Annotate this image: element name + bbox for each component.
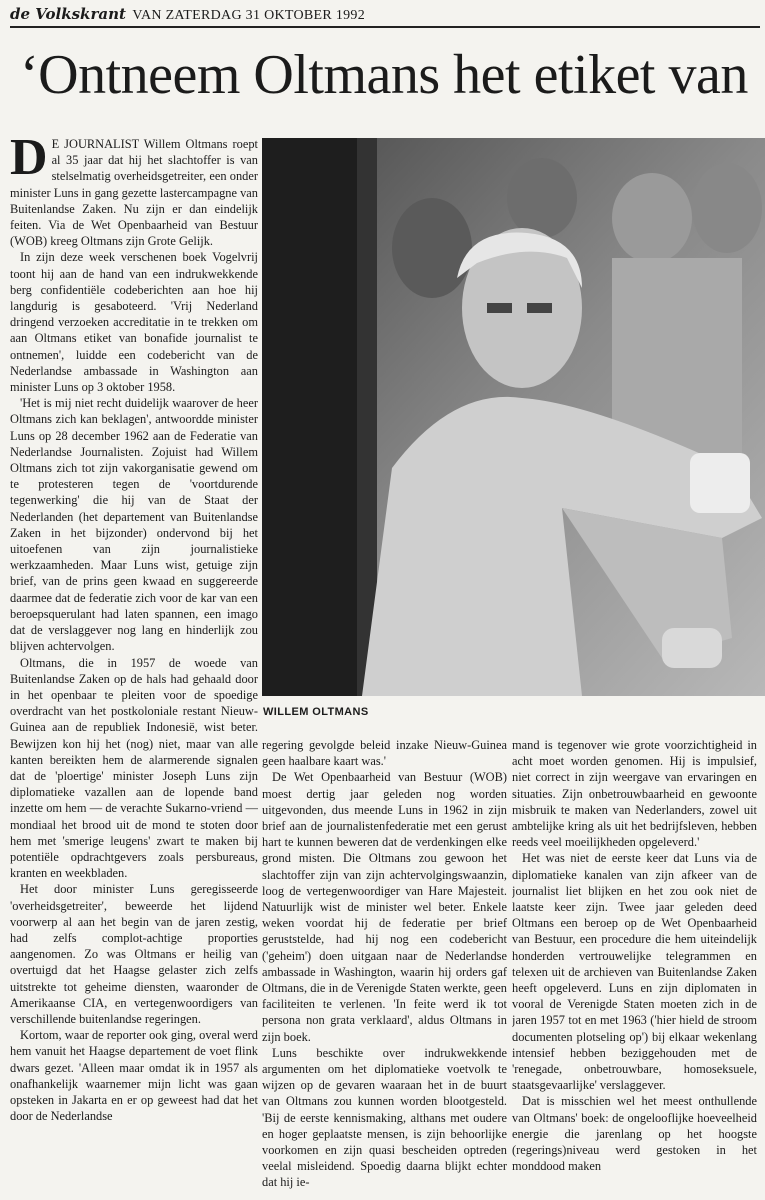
paragraph: 'Het is mij niet recht duidelijk waarover de heer Oltmans zich kan beklagen', antwoordde minister Luns op 28 december 1962 aan de Federatie van Nederlandse Journalisten. Zojuist had Willem Oltmans zich tot zijn vakorganisatie gewend om te protesteren tegen de 'voortdurende tegenwerking' die hij van de Staat der Nederlanden (het departement van Buitenlandse Zaken in het bijzonder) ondervond bij het uitoefenen van zijn journalistieke werkzaamheden. Maar Luns wist, getuige zijn brief, van de prins geen kwaad en suggereerde daarmee dat de federatie zich voor de kar van een beroepsquerulant had laten spannen, een imago dat de verslaggever nog lang en hinderlijk zou blijven achtervolgen.: [10, 396, 258, 654]
newspaper-name: de Volkskrant: [10, 5, 126, 23]
headline: ‘Ontneem Oltmans het etiket van: [20, 44, 748, 106]
photo-caption: WILLEM OLTMANS: [263, 706, 369, 718]
article-column-1: [10, 136, 258, 1200]
edition-date: VAN ZATERDAG 31 OKTOBER 1992: [132, 8, 366, 23]
article-photo: [262, 138, 765, 696]
paragraph: Luns beschikte over indrukwekkende argumenten om het diplomatieke voetvolk te wijzen op de gevaren waaraan het in de buurt van Oltmans zou kunnen worden blootgesteld. 'Bij de eerste kennismaking, althans met oudere en hoger geplaatste mensen, is zijn behoorlijke voorkomen en zijn quasi bescheiden optreden veelal misleidend. Spoedig daarna blijkt echter dat hij ie-: [262, 1045, 507, 1190]
drop-cap: D: [10, 136, 48, 186]
paragraph: Kortom, waar de reporter ook ging, overal werd hem vanuit het Haagse departement de voet flink dwars gezet. 'Alleen maar omdat ik in 1957 als onafhankelijk waarnemer mijn licht was gaan opsteken in Jakarta en er op geweest had dat het door de Nederlandse: [10, 1028, 258, 1124]
paragraph: Oltmans, die in 1957 de woede van Buitenlandse Zaken op de hals had gehaald door in het openbaar te pleiten voor de spoedige overdracht van het postkoloniale restant Nieuw-Guinea aan de republiek Indonesië, wist beter. Bewijzen kon hij het (nog) niet, maar van alle kanten bereikten hem de alarmerende signalen dat de 'ploertige' minister Joseph Luns zijn diplomatieke vazallen aan de lopende band inzette om hem — de verachte Sukarno-vriend — mondiaal het brood uit de mond te stoten door hem met 'smerige leugens' zwart te maken bij potentiële opdrachtgevers zoals persbureaus, kranten en weekbladen.: [10, 655, 258, 881]
paragraph: De Wet Openbaarheid van Bestuur (WOB) moest dertig jaar geleden nog worden uitgevonden, dus meende Luns in 1962 in zijn brief aan de journalistenfederatie met een gerust hart te kunnen beweren dat de verdenkingen elke grond misten. Die Oltmans zou gewoon het slachtoffer zijn van zijn achtervolgingswaanzin, loog de vertegenwoordiger van Hare Majesteit. Natuurlijk wist de minister wel beter. Enkele weken voordat hij de federatie per brief geruststelde, had hij nog een codebericht ('geheim') doen uitgaan naar de Nederlandse ambassade in Washington, waarin hij orders gaf Oltmans, die in de Verenigde Staten werkte, geen faciliteiten te verlenen. 'In feite werd ik tot persona non grata verklaard', aldus Oltmans in zijn boek.: [262, 770, 507, 1044]
masthead: [10, 4, 760, 28]
paragraph: Het was niet de eerste keer dat Luns via de diplomatieke kanalen van zijn afkeer van de journalist liet blijken en het zou ook niet de laatste keer zijn. Twee jaar geleden deed Oltmans een beroep op de Wet Openbaarheid van Bestuur, een procedure die hem uiteindelijk honderden vertrouwelijke telegrammen en telexen uit de archieven van Buitenlandse Zaken heeft opgeleverd. Luns en zijn diplomaten in vooral de Verenigde Staten moeten zich in de jaren 1957 tot en met 1963 ('hier hield de stroom documenten plotseling op') bij elkaar wekenlang intensief hebben beziggehouden met de 'renegade, onbetrouwbare, homoseksuele, staatsgevaarlijke' verslaggever.: [512, 851, 757, 1093]
article-column-3: [512, 737, 757, 1200]
paragraph: mand is tegenover wie grote voorzichtigheid in acht moet worden genomen. Hij is impulsief, niet correct in zijn weergave van ervaringen en situaties. Zijn onbetrouwbaarheid en gewoonte misbruik te maken van Nederlanders, zowel uit ambtelijke kring als uit het bedrijfsleven, hebben reeds veel moeilijkheden opgeleverd.': [512, 738, 757, 850]
paragraph: regering gevolgde beleid inzake Nieuw-Guinea geen haalbare kaart was.': [262, 738, 507, 769]
paragraph: Dat is misschien wel het meest onthullende van Oltmans' boek: de ongelooflijke hoeveelheid energie die jarenlang op het hoogste (regerings)niveau werd gestoken in het monddood maken: [512, 1094, 757, 1174]
paragraph: In zijn deze week verschenen boek Vogelvrij toont hij aan de hand van een indrukwekkende berg confidentiële codeberichten aan hoe hij langdurig is gesaboteerd. 'Vrij Nederland dringend verzoeken accreditatie in te trekken om aan Oltmans etiket van bonafide journalist te ontnemen', luidde een codebericht van de Nederlandse ambassade in Washington aan minister Luns op 3 oktober 1958.: [10, 250, 258, 395]
photo-illustration: [262, 138, 765, 696]
paragraph: Het door minister Luns geregisseerde 'overheidsgetreiter', beweerde het lijdend voorwerp al aan het begin van de jaren zestig, had zelfs complot-achtige proporties aangenomen. Zo was Oltmans er heilig van overtuigd dat het Haagse gelaster zich zelfs uitstrekte tot geheime diensten, waaronder de Amerikaanse CIA, en vertegenwoordigers van verschillende buitenlandse regeringen.: [10, 882, 258, 1026]
article-column-2: [262, 737, 507, 1200]
paragraph: D E JOURNALIST Willem Oltmans roept al 35 jaar dat hij het slachtoffer is van stelselmatig overheidsgetreiter, een onder minister Luns in gang gezette lastercampagne van Buitenlandse Zaken. Nu zijn er dan eindelijk feiten. Via de Wet Openbaarheid van Bestuur (WOB) kreeg Oltmans zijn Grote Gelijk.: [10, 136, 258, 249]
